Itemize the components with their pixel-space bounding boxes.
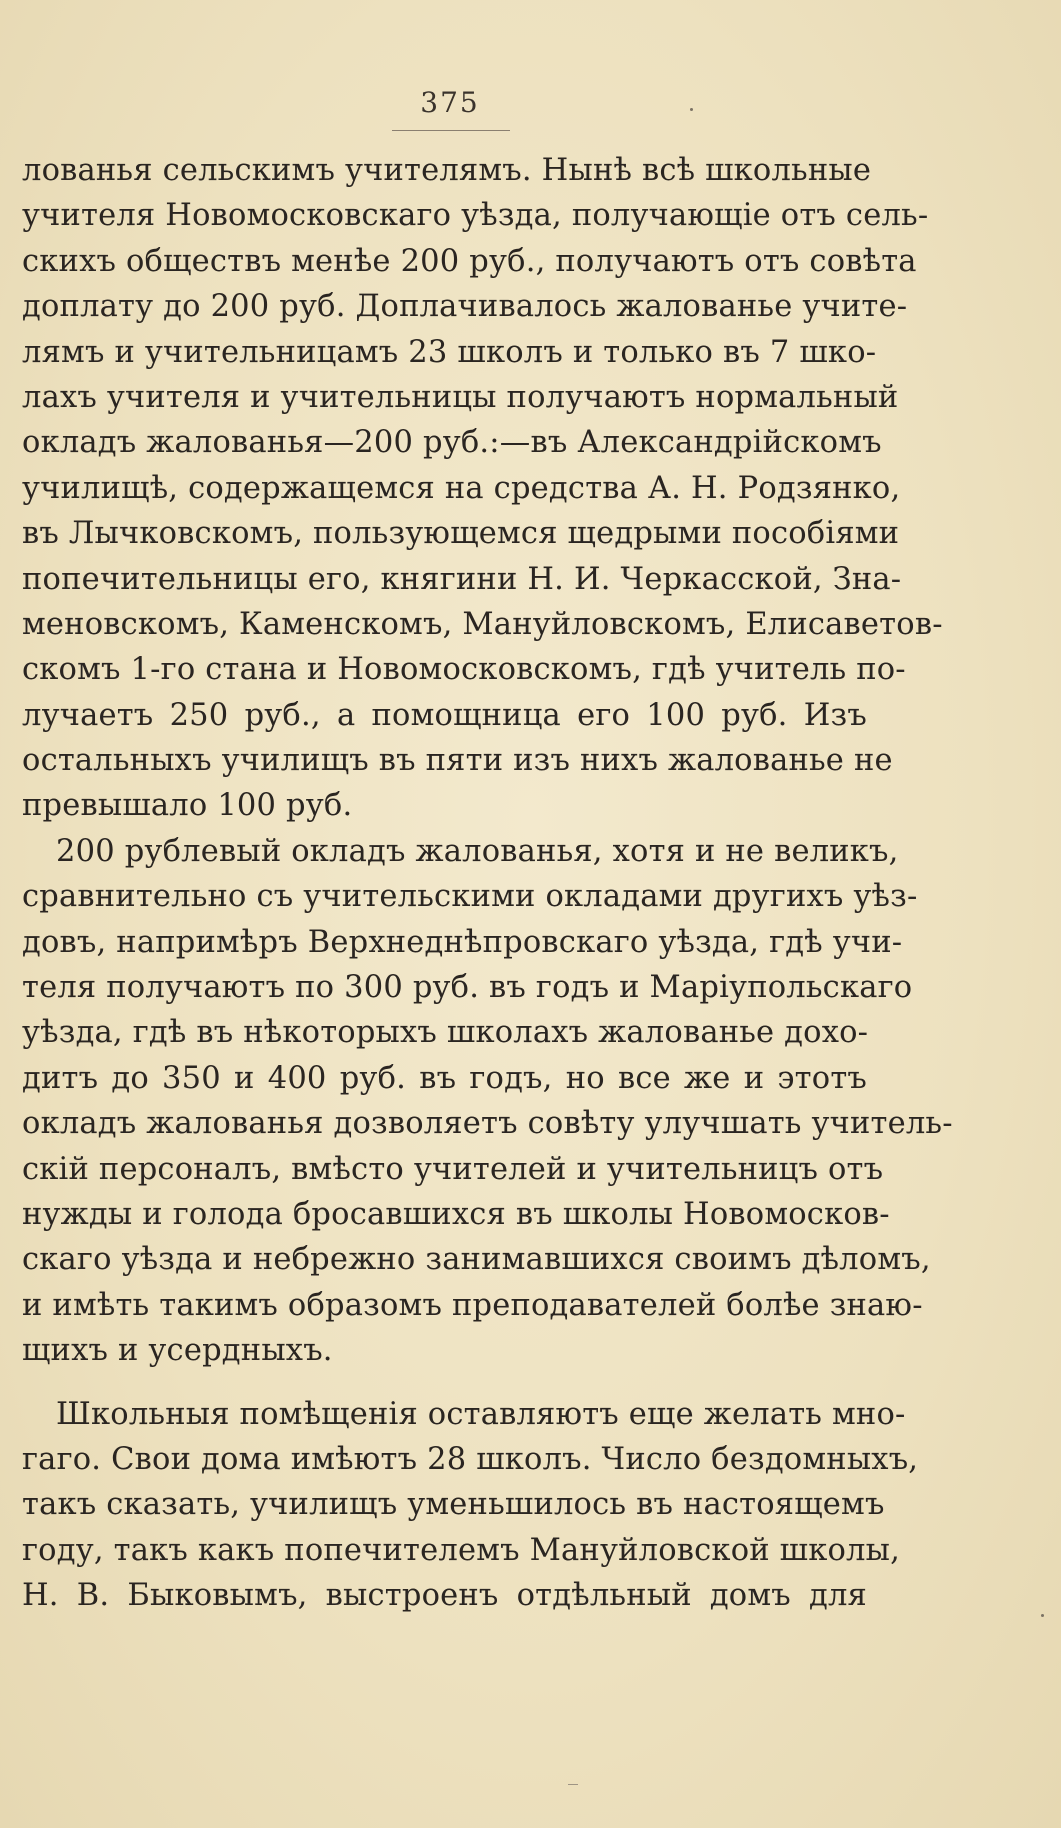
text-line: скихъ обществъ менѣе 200 руб., получаютъ отъ совѣта — [22, 243, 917, 279]
paragraph-gap — [22, 1374, 867, 1392]
text-line: гаго. Свои дома имѣютъ 28 школъ. Число бездомныхъ, — [22, 1441, 919, 1477]
text-line: меновскомъ, Каменскомъ, Мануйловскомъ, Елисаветов- — [22, 606, 943, 642]
text-line: учителя Новомосковскаго уѣзда, получающіе отъ сель- — [22, 198, 929, 234]
text-line: 200 рублевый окладъ жалованья, хотя и не великъ, — [56, 833, 899, 869]
page-number: 375 — [420, 86, 480, 119]
text-line: лахъ учителя и учительницы получаютъ нормальный — [22, 379, 899, 415]
text-line: лованья сельскимъ учителямъ. Нынѣ всѣ школьные — [22, 153, 872, 188]
text-line: Школьныя помѣщенія оставляютъ еще желать мно- — [56, 1396, 906, 1432]
body-text — [22, 148, 953, 1619]
text-line: скаго уѣзда и небрежно занимавшихся своимъ дѣломъ, — [22, 1242, 931, 1278]
text-line: лямъ и учительницамъ 23 школъ и только въ 7 шко- — [22, 334, 877, 370]
paper-speck — [690, 108, 693, 111]
text-line: остальныхъ училищъ въ пяти изъ нихъ жалованье не — [22, 743, 893, 779]
text-line: въ Лычковскомъ, пользующемся щедрыми пособіями — [22, 516, 900, 552]
text-line: теля получаютъ по 300 руб. въ годъ и Маріупольскаго — [22, 970, 913, 1006]
page-number-rule — [392, 130, 510, 131]
text-line: году, такъ какъ попечителемъ Мануйловской школы, — [22, 1532, 901, 1568]
text-line: доплату до 200 руб. Доплачивалось жалованье учите- — [22, 289, 908, 325]
text-line: щихъ и усердныхъ. — [22, 1333, 333, 1369]
text-line: сравнительно съ учительскими окладами другихъ уѣз- — [22, 879, 918, 915]
paper-speck — [1041, 1614, 1044, 1617]
text-line: скомъ 1-го стана и Новомосковскомъ, гдѣ учитель по- — [22, 652, 906, 688]
text-line: нужды и голода бросавшихся въ школы Новомосков- — [22, 1196, 890, 1232]
paper-mark — [568, 1784, 578, 1785]
text-line: окладъ жалованья дозволяетъ совѣту улучшать учитель- — [22, 1106, 953, 1142]
text-line: лучаетъ 250 руб., а помощница его 100 руб. Изъ — [22, 697, 867, 733]
text-line: училищѣ, содержащемся на средства А. Н. Родзянко, — [22, 470, 901, 506]
text-line: превышало 100 руб. — [22, 788, 353, 824]
text-line: попечительницы его, княгини Н. И. Черкасской, Зна- — [22, 561, 902, 597]
text-line: такъ сказать, училищъ уменьшилось въ настоящемъ — [22, 1487, 885, 1523]
text-line: уѣзда, гдѣ въ нѣкоторыхъ школахъ жалованье дохо- — [22, 1015, 869, 1051]
text-line: скій персоналъ, вмѣсто учителей и учительницъ отъ — [22, 1151, 884, 1187]
text-line: довъ, напримѣръ Верхнеднѣпровскаго уѣзда, гдѣ учи- — [22, 924, 903, 960]
text-line: окладъ жалованья—200 руб.:—въ Александрійскомъ — [22, 425, 882, 461]
text-line: дитъ до 350 и 400 руб. въ годъ, но все же и этотъ — [22, 1060, 867, 1096]
text-line: Н. В. Быковымъ, выстроенъ отдѣльный домъ для — [22, 1578, 867, 1614]
text-line: и имѣть такимъ образомъ преподавателей болѣе знаю- — [22, 1287, 923, 1323]
